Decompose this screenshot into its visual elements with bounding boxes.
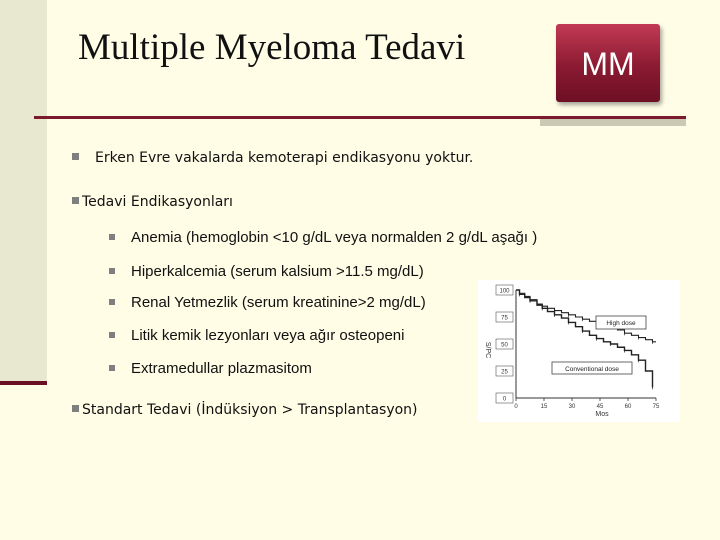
list-item-text: Renal Yetmezlik (serum kreatinine>2 mg/dL)	[131, 294, 426, 311]
bullet-square-icon	[72, 405, 79, 412]
left-decor-band	[0, 0, 47, 385]
list-item-text: Litik kemik lezyonları veya ağır osteopeni	[131, 327, 405, 344]
x-tick-label: 15	[540, 404, 548, 410]
bullet-square-icon	[109, 365, 115, 371]
survival-chart	[478, 280, 680, 422]
bullet-endikasyon-heading	[72, 194, 233, 210]
bullet-erken-text: Erken Evre vakalarda kemoterapi endikasyonu yoktur.	[95, 150, 474, 166]
list-item-text: Extramedullar plazmasitom	[131, 360, 312, 377]
x-tick-label: 0	[514, 404, 518, 410]
x-tick-label: 45	[596, 404, 604, 410]
x-tick-label: 60	[624, 404, 632, 410]
bullet-square-icon	[109, 268, 115, 274]
bullet-square-icon	[109, 332, 115, 338]
x-tick-label: 75	[652, 404, 660, 410]
legend-label-high: High dose	[606, 320, 636, 327]
title-divider-accent	[540, 119, 686, 126]
bullet-square-icon	[109, 234, 115, 240]
list-item	[109, 327, 404, 344]
x-axis-label: Mos	[595, 411, 609, 418]
y-tick-label: 25	[501, 369, 508, 376]
standart-text: Standart Tedavi (İndüksiyon > Transplantasyon)	[82, 402, 418, 418]
list-item	[109, 294, 426, 311]
bullet-square-icon	[72, 153, 79, 160]
list-item-text: Hiperkalcemia (serum kalsium >11.5 mg/dL)	[131, 263, 424, 280]
left-decor-line	[0, 381, 47, 385]
y-tick-label: 100	[499, 288, 510, 295]
list-item	[109, 360, 312, 377]
mm-badge-label: MM	[581, 46, 635, 82]
mm-badge	[556, 24, 660, 102]
list-item-text: Anemia (hemoglobin <10 g/dL veya normalden 2 g/dL aşağı )	[131, 229, 538, 246]
bullet-square-icon	[109, 299, 115, 305]
endikasyon-heading-text: Tedavi Endikasyonları	[82, 194, 233, 210]
list-item	[109, 229, 537, 246]
legend-label-conventional: Conventional dose	[565, 366, 619, 373]
y-tick-label: 75	[501, 315, 508, 322]
y-tick-label: 0	[502, 396, 507, 403]
bullet-square-icon	[72, 197, 79, 204]
bullet-standart	[72, 402, 418, 418]
list-item	[109, 263, 424, 280]
page-title: Multiple Myeloma Tedavi	[78, 27, 466, 68]
bullet-erken	[72, 150, 473, 166]
x-tick-label: 30	[568, 404, 576, 410]
y-axis-label: S/PC	[484, 341, 491, 359]
y-tick-label: 50	[501, 342, 508, 349]
